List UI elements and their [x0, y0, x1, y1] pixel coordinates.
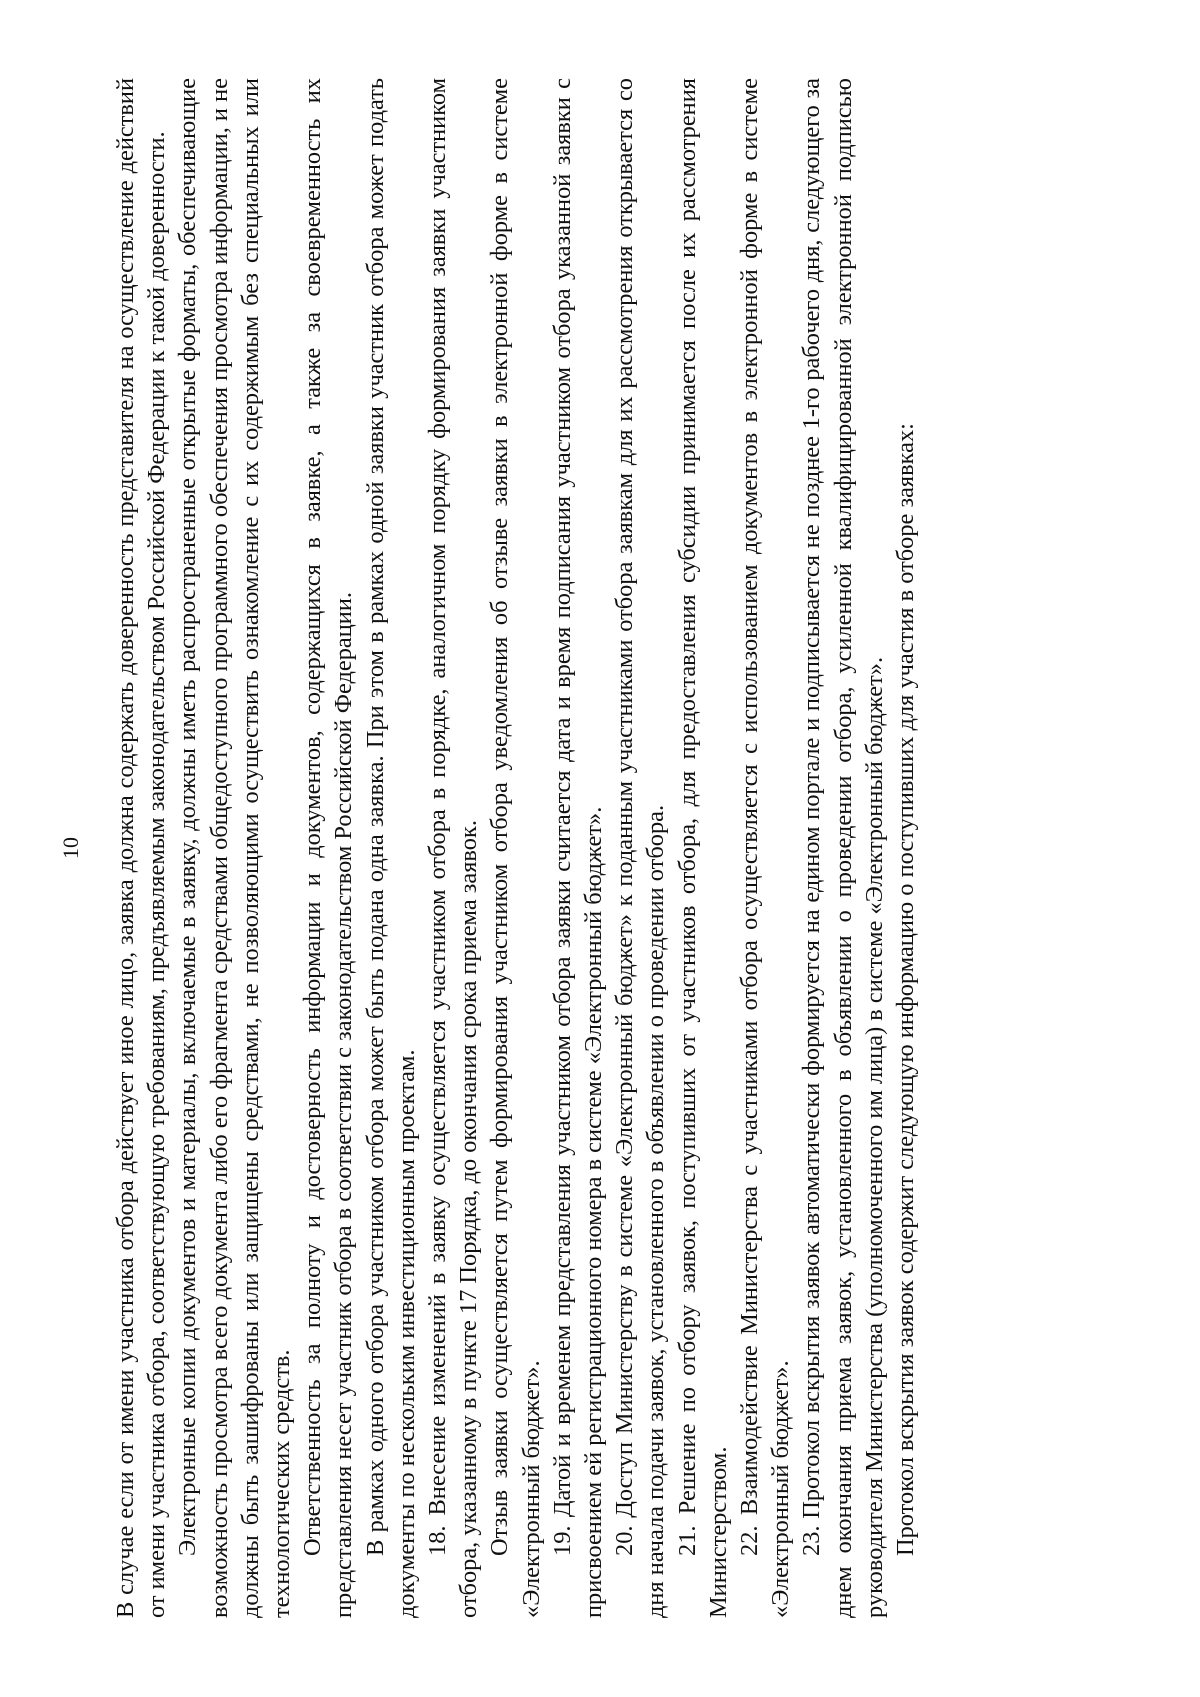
- paragraph-23-protocol: 23. Протокол вскрытия заявок автоматически формируется на едином портале и подписывается не позднее 1-го рабочего дня, следующего за днем окончания приема заявок, установленного в объявлении о проведении отбора, усиленной квалифицированной электронной подписью руководителя Министерства (уполномоченного им лица) в системе «Электронный бюджет».: [798, 78, 888, 1618]
- rotated-text-column: [58, 78, 1110, 1618]
- paragraph-protocol-contents: Протокол вскрытия заявок содержит следующую информацию о поступивших для участия в отборе заявках:: [892, 423, 920, 1556]
- paragraph-19-date-time: 19. Датой и временем представления участником отбора заявки считается дата и время подписания участником отбора указанной заявки с присвоением ей регистрационного номера в системе «Электронный бюджет».: [548, 78, 608, 1618]
- paragraph-power-of-attorney: В случае если от имени участника отбора действует иное лицо, заявка должна содержать доверенность представителя на осуществление действий от имени участника отбора, соответствующую требованиям, предъявляемым законодательством Российской Федерации к такой доверенности.: [112, 78, 171, 1618]
- paragraph-electronic-copies: Электронные копии документов и материалы, включаемые в заявку, должны иметь распространенные открытые форматы, обеспечивающие возможность просмотра всего документа либо его фрагмента средствами общедоступного программного обеспечения просмотра информации, и не должны быть зашифрованы или защищены средствами, не позволяющими осуществить ознакомление с их содержимым без специальных или технологических средств.: [174, 78, 296, 1618]
- page-number: 10: [58, 837, 83, 859]
- paragraph-22-interaction: 22. Взаимодействие Министерства с участниками отбора осуществляется с использованием документов в электронной форме в системе «Электронный бюджет».: [736, 78, 795, 1618]
- paragraph-21-decision: 21. Решение по отбору заявок, поступивших от участников отбора, для предоставления субсидии принимается после их рассмотрения Министерством.: [673, 78, 732, 1618]
- body-text: [110, 78, 921, 1618]
- paragraph-one-application: В рамках одного отбора участником отбора может быть подана одна заявка. При этом в рамках одной заявки участник отбора может подать документы по нескольким инвестиционным проектам.: [361, 78, 420, 1618]
- paragraph-withdrawal: Отзыв заявки осуществляется путем формирования участником отбора уведомления об отзыве заявки в электронной форме в системе «Электронный бюджет».: [486, 78, 545, 1618]
- paragraph-responsibility: Ответственность за полноту и достоверность информации и документов, содержащихся в заявке, а также за своевременность их представления несет участник отбора в соответствии с законодательством Российской Федерации.: [299, 78, 358, 1618]
- paragraph-20-access: 20. Доступ Министерству в системе «Электронный бюджет» к поданным участниками отбора заявкам для их рассмотрения открывается со дня начала подачи заявок, установленного в объявлении о проведении отбора.: [611, 78, 670, 1618]
- paragraph-18-changes: 18. Внесение изменений в заявку осуществляется участником отбора в порядке, аналогичном порядку формирования заявки участником отбора, указанному в пункте 17 Порядка, до окончания срока приема заявок.: [424, 78, 483, 1618]
